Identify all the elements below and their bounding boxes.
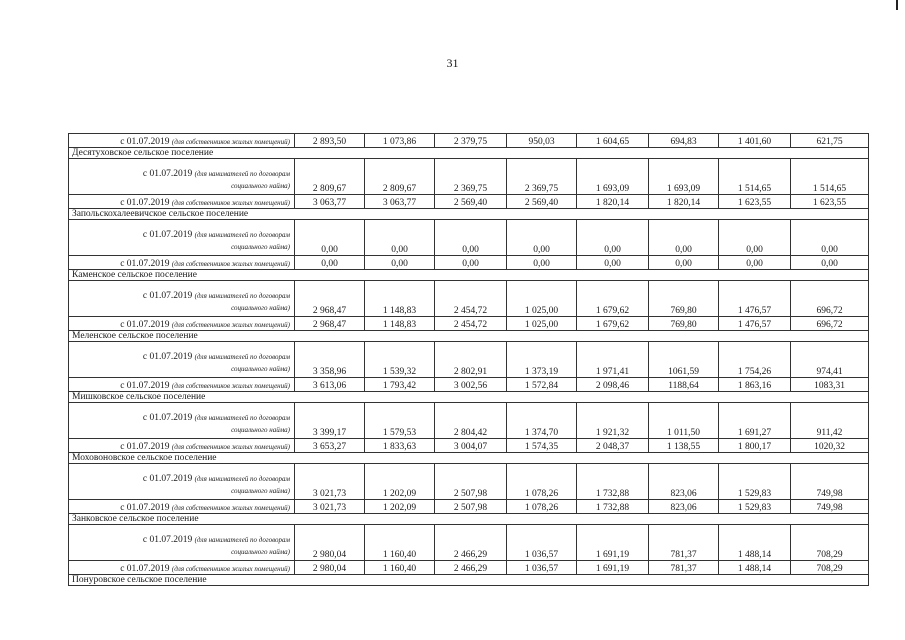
rate-value-cell: 2 098,46 <box>577 378 649 392</box>
rate-value-cell: 3 021,73 <box>295 500 365 514</box>
settlement-name: Понуровское сельское поселение <box>69 575 869 586</box>
owners-rate-row <box>69 561 869 575</box>
rate-value-cell: 2 968,47 <box>295 281 365 317</box>
tenants-note-line2: социального найма) <box>231 365 290 373</box>
date-text: с 01.07.2019 <box>120 198 170 208</box>
rate-value-cell: 0,00 <box>791 220 869 256</box>
tenants-note-line2: социального найма) <box>231 426 290 434</box>
rate-value-cell: 1 025,00 <box>507 281 577 317</box>
rate-value-cell: 1083,31 <box>791 378 869 392</box>
settlement-name: Десятуховское сельское поселение <box>69 148 869 159</box>
rate-value-cell: 3 063,77 <box>365 195 435 209</box>
tenants-note-line1: (для нанимателей по договорам <box>194 353 290 361</box>
date-text: с 01.07.2019 <box>120 503 170 513</box>
settlement-name: Занковское сельское поселение <box>69 514 869 525</box>
rate-value-cell: 1 820,14 <box>649 195 719 209</box>
rate-value-cell: 1 572,84 <box>507 378 577 392</box>
date-text: с 01.07.2019 <box>120 259 170 269</box>
rate-value-cell: 708,29 <box>791 561 869 575</box>
rate-value-cell: 1 691,19 <box>577 561 649 575</box>
rate-value-cell: 0,00 <box>365 256 435 270</box>
rate-value-cell: 1 514,65 <box>791 159 869 195</box>
rate-value-cell: 0,00 <box>719 220 791 256</box>
date-text: с 01.07.2019 <box>142 230 193 240</box>
rate-value-cell: 0,00 <box>577 220 649 256</box>
section-row <box>69 392 869 403</box>
rate-value-cell: 1 800,17 <box>719 439 791 453</box>
rate-value-cell: 1 921,32 <box>577 403 649 439</box>
rate-value-cell: 696,72 <box>791 317 869 331</box>
rate-value-cell: 2 804,42 <box>435 403 507 439</box>
rate-value-cell: 2 454,72 <box>435 281 507 317</box>
rate-value-cell: 1 073,86 <box>365 134 435 148</box>
rate-value-cell: 2 809,67 <box>365 159 435 195</box>
rate-value-cell: 0,00 <box>577 256 649 270</box>
rate-value-cell: 694,83 <box>649 134 719 148</box>
owners-note: (для собственников жилых помещений) <box>171 260 290 268</box>
rate-value-cell: 1 148,83 <box>365 317 435 331</box>
rate-value-cell: 1 160,40 <box>365 525 435 561</box>
rate-value-cell: 1 820,14 <box>577 195 649 209</box>
rate-value-cell: 2 980,04 <box>295 561 365 575</box>
rate-value-cell: 1 374,70 <box>507 403 577 439</box>
rate-value-cell: 3 653,27 <box>295 439 365 453</box>
rate-value-cell: 1 138,55 <box>649 439 719 453</box>
date-text: с 01.07.2019 <box>120 381 170 391</box>
tenants-note-line1: (для нанимателей по договорам <box>194 536 290 544</box>
page-number: 31 <box>446 56 459 70</box>
date-text: с 01.07.2019 <box>142 291 193 301</box>
owners-note: (для собственников жилых помещений) <box>171 138 290 146</box>
rate-value-cell: 2 980,04 <box>295 525 365 561</box>
rate-value-cell: 3 021,73 <box>295 464 365 500</box>
rate-value-cell: 3 004,07 <box>435 439 507 453</box>
rate-value-cell: 1188,64 <box>649 378 719 392</box>
tenants-rate-row <box>69 281 869 317</box>
rate-value-cell: 950,03 <box>507 134 577 148</box>
rate-row-label <box>69 378 295 392</box>
rate-value-cell: 0,00 <box>507 256 577 270</box>
tenants-rate-row <box>69 464 869 500</box>
settlement-name: Моховоновское сельское поселение <box>69 453 869 464</box>
rate-row-label <box>69 403 295 439</box>
owners-rate-row <box>69 195 869 209</box>
rate-value-cell: 1 373,19 <box>507 342 577 378</box>
owners-note: (для собственников жилых помещений) <box>171 443 290 451</box>
section-row <box>69 514 869 525</box>
settlement-name: Каменское сельское поселение <box>69 270 869 281</box>
rate-value-cell: 2 369,75 <box>507 159 577 195</box>
rate-value-cell: 2 569,40 <box>507 195 577 209</box>
owners-rate-row <box>69 134 869 148</box>
tenants-note-line2: социального найма) <box>231 243 290 251</box>
rate-value-cell: 2 379,75 <box>435 134 507 148</box>
rate-value-cell: 621,75 <box>791 134 869 148</box>
rate-row-label <box>69 159 295 195</box>
rate-value-cell: 781,37 <box>649 561 719 575</box>
tenants-note-line1: (для нанимателей по договорам <box>194 170 290 178</box>
section-row <box>69 331 869 342</box>
rate-value-cell: 1 202,09 <box>365 500 435 514</box>
rate-row-label <box>69 342 295 378</box>
rate-value-cell: 0,00 <box>507 220 577 256</box>
rate-row-label <box>69 317 295 331</box>
rate-value-cell: 3 063,77 <box>295 195 365 209</box>
rate-value-cell: 974,41 <box>791 342 869 378</box>
rate-value-cell: 749,98 <box>791 500 869 514</box>
rate-value-cell: 2 507,98 <box>435 464 507 500</box>
date-text: с 01.07.2019 <box>120 442 170 452</box>
tenants-rate-row <box>69 342 869 378</box>
rate-value-cell: 1 693,09 <box>577 159 649 195</box>
rate-value-cell: 2 893,50 <box>295 134 365 148</box>
owners-rate-row <box>69 500 869 514</box>
rate-value-cell: 1 574,35 <box>507 439 577 453</box>
tenants-note-line1: (для нанимателей по договорам <box>194 231 290 239</box>
rate-value-cell: 911,42 <box>791 403 869 439</box>
owners-note: (для собственников жилых помещений) <box>171 321 290 329</box>
owners-rate-row <box>69 378 869 392</box>
rate-value-cell: 1 604,65 <box>577 134 649 148</box>
rate-value-cell: 1 476,57 <box>719 317 791 331</box>
date-text: с 01.07.2019 <box>120 320 170 330</box>
date-text: с 01.07.2019 <box>142 413 193 423</box>
rate-row-label <box>69 195 295 209</box>
section-row <box>69 148 869 159</box>
rate-value-cell: 1 579,53 <box>365 403 435 439</box>
rate-value-cell: 749,98 <box>791 464 869 500</box>
rate-value-cell: 823,06 <box>649 464 719 500</box>
rate-value-cell: 1 732,88 <box>577 500 649 514</box>
tenants-note-line2: социального найма) <box>231 487 290 495</box>
tenants-note-line2: социального найма) <box>231 182 290 190</box>
rate-value-cell: 3 399,17 <box>295 403 365 439</box>
rate-value-cell: 2 466,29 <box>435 525 507 561</box>
rate-value-cell: 1 732,88 <box>577 464 649 500</box>
date-text: с 01.07.2019 <box>120 564 170 574</box>
settlement-name: Запольскохалеевичское сельское поселение <box>69 209 869 220</box>
rate-value-cell: 1 679,62 <box>577 281 649 317</box>
date-text: с 01.07.2019 <box>142 535 193 545</box>
tenants-note-line1: (для нанимателей по договорам <box>194 475 290 483</box>
rate-value-cell: 1 863,16 <box>719 378 791 392</box>
date-text: с 01.07.2019 <box>142 352 193 362</box>
rate-value-cell: 2 454,72 <box>435 317 507 331</box>
rate-value-cell: 1 691,27 <box>719 403 791 439</box>
settlement-name: Меленское сельское поселение <box>69 331 869 342</box>
tariff-table <box>68 133 869 586</box>
rate-value-cell: 1 623,55 <box>791 195 869 209</box>
rate-value-cell: 1 078,26 <box>507 500 577 514</box>
rate-value-cell: 0,00 <box>295 256 365 270</box>
rate-value-cell: 0,00 <box>649 256 719 270</box>
rate-value-cell: 0,00 <box>719 256 791 270</box>
rate-value-cell: 708,29 <box>791 525 869 561</box>
rate-value-cell: 1 623,55 <box>719 195 791 209</box>
rate-value-cell: 781,37 <box>649 525 719 561</box>
settlement-name: Мишковское сельское поселение <box>69 392 869 403</box>
section-row <box>69 453 869 464</box>
tenants-note-line2: социального найма) <box>231 548 290 556</box>
rate-row-label <box>69 134 295 148</box>
rate-value-cell: 1 529,83 <box>719 464 791 500</box>
tenants-rate-row <box>69 403 869 439</box>
owners-rate-row <box>69 317 869 331</box>
rate-value-cell: 1 833,63 <box>365 439 435 453</box>
rate-row-label <box>69 525 295 561</box>
rate-value-cell: 3 613,06 <box>295 378 365 392</box>
rate-value-cell: 3 002,56 <box>435 378 507 392</box>
rate-row-label <box>69 464 295 500</box>
section-row <box>69 575 869 586</box>
rate-value-cell: 2 968,47 <box>295 317 365 331</box>
rate-value-cell: 2 809,67 <box>295 159 365 195</box>
rate-value-cell: 1 539,32 <box>365 342 435 378</box>
rate-value-cell: 0,00 <box>365 220 435 256</box>
rate-value-cell: 1 514,65 <box>719 159 791 195</box>
section-row <box>69 270 869 281</box>
rate-value-cell: 2 507,98 <box>435 500 507 514</box>
rate-value-cell: 2 802,91 <box>435 342 507 378</box>
tenants-note-line2: социального найма) <box>231 304 290 312</box>
rate-value-cell: 1 691,19 <box>577 525 649 561</box>
rate-value-cell: 0,00 <box>435 256 507 270</box>
rate-value-cell: 3 358,96 <box>295 342 365 378</box>
rate-value-cell: 1 025,00 <box>507 317 577 331</box>
rate-value-cell: 823,06 <box>649 500 719 514</box>
owners-rate-row <box>69 439 869 453</box>
rate-value-cell: 1 529,83 <box>719 500 791 514</box>
rate-value-cell: 1 693,09 <box>649 159 719 195</box>
rate-value-cell: 1 679,62 <box>577 317 649 331</box>
rate-value-cell: 1 078,26 <box>507 464 577 500</box>
owners-rate-row <box>69 256 869 270</box>
rate-value-cell: 1 971,41 <box>577 342 649 378</box>
tenants-note-line1: (для нанимателей по договорам <box>194 292 290 300</box>
owners-note: (для собственников жилых помещений) <box>171 199 290 207</box>
date-text: с 01.07.2019 <box>142 474 193 484</box>
owners-note: (для собственников жилых помещений) <box>171 504 290 512</box>
rate-row-label <box>69 500 295 514</box>
rate-value-cell: 2 369,75 <box>435 159 507 195</box>
tenants-rate-row <box>69 525 869 561</box>
rate-value-cell: 2 466,29 <box>435 561 507 575</box>
rate-value-cell: 0,00 <box>295 220 365 256</box>
rate-value-cell: 1 148,83 <box>365 281 435 317</box>
rate-value-cell: 1 488,14 <box>719 561 791 575</box>
rate-row-label <box>69 439 295 453</box>
section-row <box>69 209 869 220</box>
rate-row-label <box>69 256 295 270</box>
date-text: с 01.07.2019 <box>120 137 170 147</box>
tenants-note-line1: (для нанимателей по договорам <box>194 414 290 422</box>
rate-value-cell: 1 036,57 <box>507 561 577 575</box>
rate-value-cell: 1 011,50 <box>649 403 719 439</box>
rate-row-label <box>69 561 295 575</box>
rate-row-label <box>69 281 295 317</box>
rate-value-cell: 769,80 <box>649 281 719 317</box>
date-text: с 01.07.2019 <box>142 169 193 179</box>
owners-note: (для собственников жилых помещений) <box>171 565 290 573</box>
tenants-rate-row <box>69 159 869 195</box>
rate-value-cell: 0,00 <box>435 220 507 256</box>
rate-value-cell: 2 569,40 <box>435 195 507 209</box>
rate-value-cell: 1 401,60 <box>719 134 791 148</box>
rate-row-label <box>69 220 295 256</box>
rate-value-cell: 1 793,42 <box>365 378 435 392</box>
rate-value-cell: 2 048,37 <box>577 439 649 453</box>
rate-value-cell: 1 036,57 <box>507 525 577 561</box>
rate-value-cell: 696,72 <box>791 281 869 317</box>
rate-value-cell: 1061,59 <box>649 342 719 378</box>
rate-value-cell: 1 488,14 <box>719 525 791 561</box>
rate-value-cell: 1 202,09 <box>365 464 435 500</box>
rate-value-cell: 1 754,26 <box>719 342 791 378</box>
tenants-rate-row <box>69 220 869 256</box>
rate-value-cell: 1 160,40 <box>365 561 435 575</box>
margin-mark <box>896 0 898 10</box>
rate-value-cell: 0,00 <box>791 256 869 270</box>
rate-value-cell: 0,00 <box>649 220 719 256</box>
owners-note: (для собственников жилых помещений) <box>171 382 290 390</box>
rate-value-cell: 1020,32 <box>791 439 869 453</box>
rate-value-cell: 1 476,57 <box>719 281 791 317</box>
tariff-table-body <box>69 134 869 586</box>
rate-value-cell: 769,80 <box>649 317 719 331</box>
